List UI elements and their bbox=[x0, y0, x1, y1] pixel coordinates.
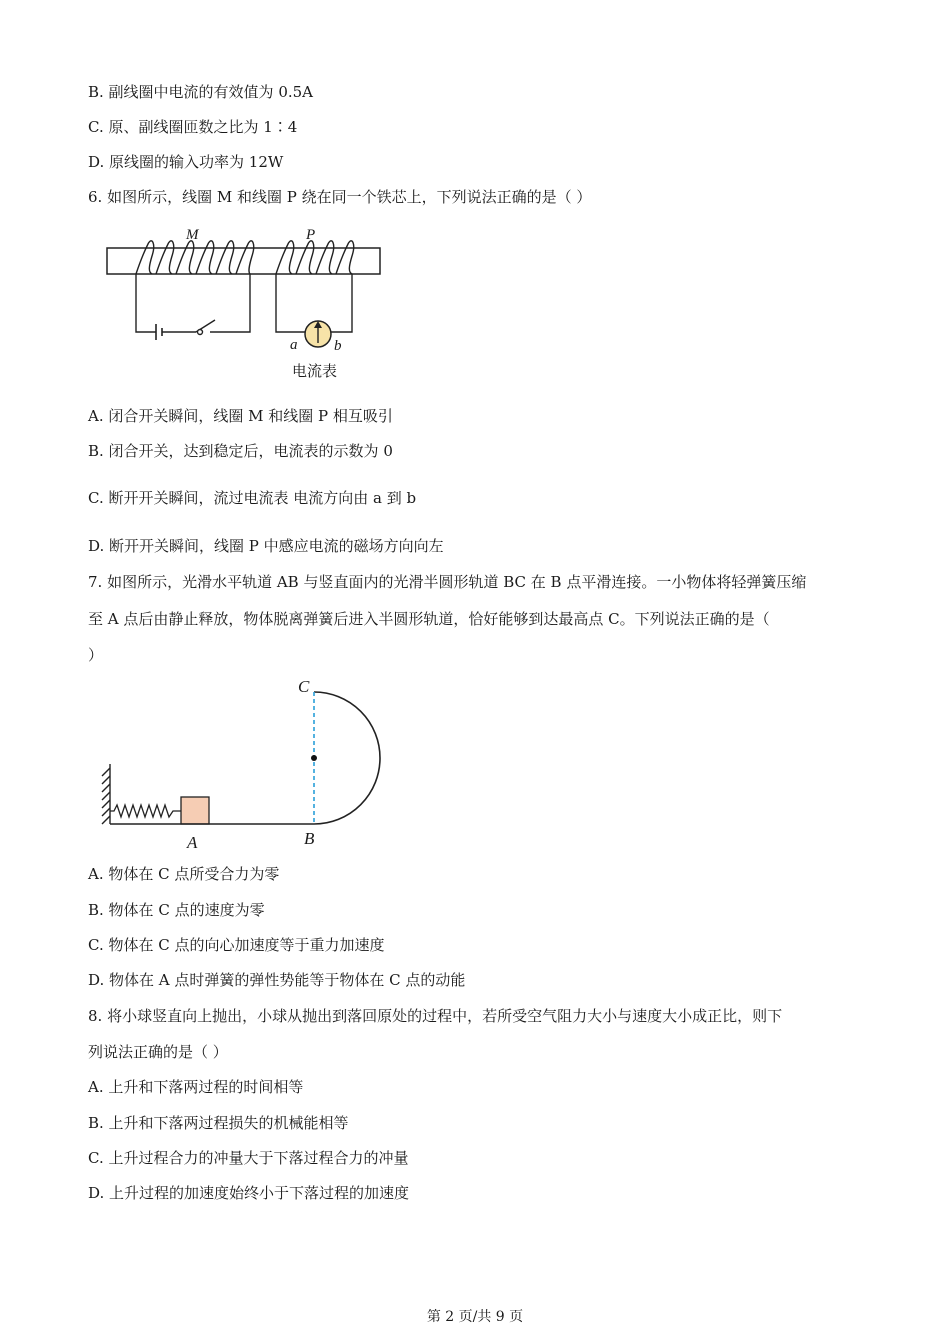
coil-m-label: M bbox=[186, 227, 199, 243]
q8-option-a: A. 上升和下落两过程的时间相等 bbox=[88, 1078, 304, 1096]
iron-core bbox=[107, 248, 380, 274]
coil-p-label: P bbox=[306, 227, 316, 243]
spring-icon bbox=[110, 805, 181, 817]
wall-icon bbox=[102, 764, 110, 824]
q6-stem: 6. 如图所示，线圈 M 和线圈 P 绕在同一个铁芯上，下列说法正确的是（ ） bbox=[88, 188, 592, 206]
q6-option-d: D. 断开开关瞬间，线圈 P 中感应电流的磁场方向向左 bbox=[88, 537, 444, 555]
q7-track-diagram bbox=[96, 672, 396, 854]
battery-icon bbox=[156, 324, 196, 340]
q8-option-d: D. 上升过程的加速度始终小于下落过程的加速度 bbox=[88, 1184, 410, 1202]
terminal-b-label: b bbox=[334, 338, 342, 354]
q8-option-b: B. 上升和下落两过程损失的机械能相等 bbox=[88, 1114, 349, 1132]
q5-option-b: B. 副线圈中电流的有效值为 0.5A bbox=[88, 83, 314, 101]
terminal-a-label: a bbox=[290, 337, 298, 353]
q8-stem-line2: 列说法正确的是（ ） bbox=[88, 1043, 228, 1061]
q6-option-c: C. 断开开关瞬间，流过电流表 电流方向由 a 到 b bbox=[88, 489, 417, 507]
q5-option-d: D. 原线圈的输入功率为 12W bbox=[88, 153, 284, 171]
q6-option-a: A. 闭合开关瞬间，线圈 M 和线圈 P 相互吸引 bbox=[88, 407, 393, 425]
q7-option-d: D. 物体在 A 点时弹簧的弹性势能等于物体在 C 点的动能 bbox=[88, 971, 466, 989]
point-b-label: B bbox=[304, 829, 315, 848]
semicircle-track bbox=[314, 692, 380, 824]
q6-option-b: B. 闭合开关，达到稳定后，电流表的示数为 0 bbox=[88, 442, 393, 460]
q7-stem-line2: 至 A 点后由静止释放，物体脱离弹簧后进入半圆形轨道，恰好能够到达最高点 C。下列说法正确的是（ bbox=[88, 610, 770, 628]
galvanometer-icon bbox=[305, 321, 331, 347]
center-point bbox=[311, 755, 317, 761]
q7-option-a: A. 物体在 C 点所受合力为零 bbox=[88, 865, 280, 883]
q5-option-c: C. 原、副线圈匝数之比为 1∶4 bbox=[88, 118, 298, 136]
page-footer: 第 2 页/共 9 页 bbox=[426, 1309, 524, 1325]
point-c-label: C bbox=[298, 677, 310, 696]
q7-option-c: C. 物体在 C 点的向心加速度等于重力加速度 bbox=[88, 936, 385, 954]
circuit-m bbox=[136, 274, 250, 332]
q8-stem-line1: 8. 将小球竖直向上抛出，小球从抛出到落回原处的过程中，若所受空气阻力大小与速度大小成正比，则下 bbox=[88, 1007, 783, 1025]
q7-stem-line3: ） bbox=[88, 646, 104, 664]
q7-option-b: B. 物体在 C 点的速度为零 bbox=[88, 901, 265, 919]
point-a-label: A bbox=[187, 833, 198, 852]
q7-stem-line1: 7. 如图所示，光滑水平轨道 AB 与竖直面内的光滑半圆形轨道 BC 在 B 点平滑连接。一小物体将轻弹簧压缩 bbox=[88, 573, 807, 591]
ammeter-caption: 电流表 bbox=[292, 362, 338, 380]
block bbox=[181, 797, 209, 824]
q6-coil-diagram bbox=[100, 222, 390, 382]
q8-option-c: C. 上升过程合力的冲量大于下落过程合力的冲量 bbox=[88, 1149, 409, 1167]
